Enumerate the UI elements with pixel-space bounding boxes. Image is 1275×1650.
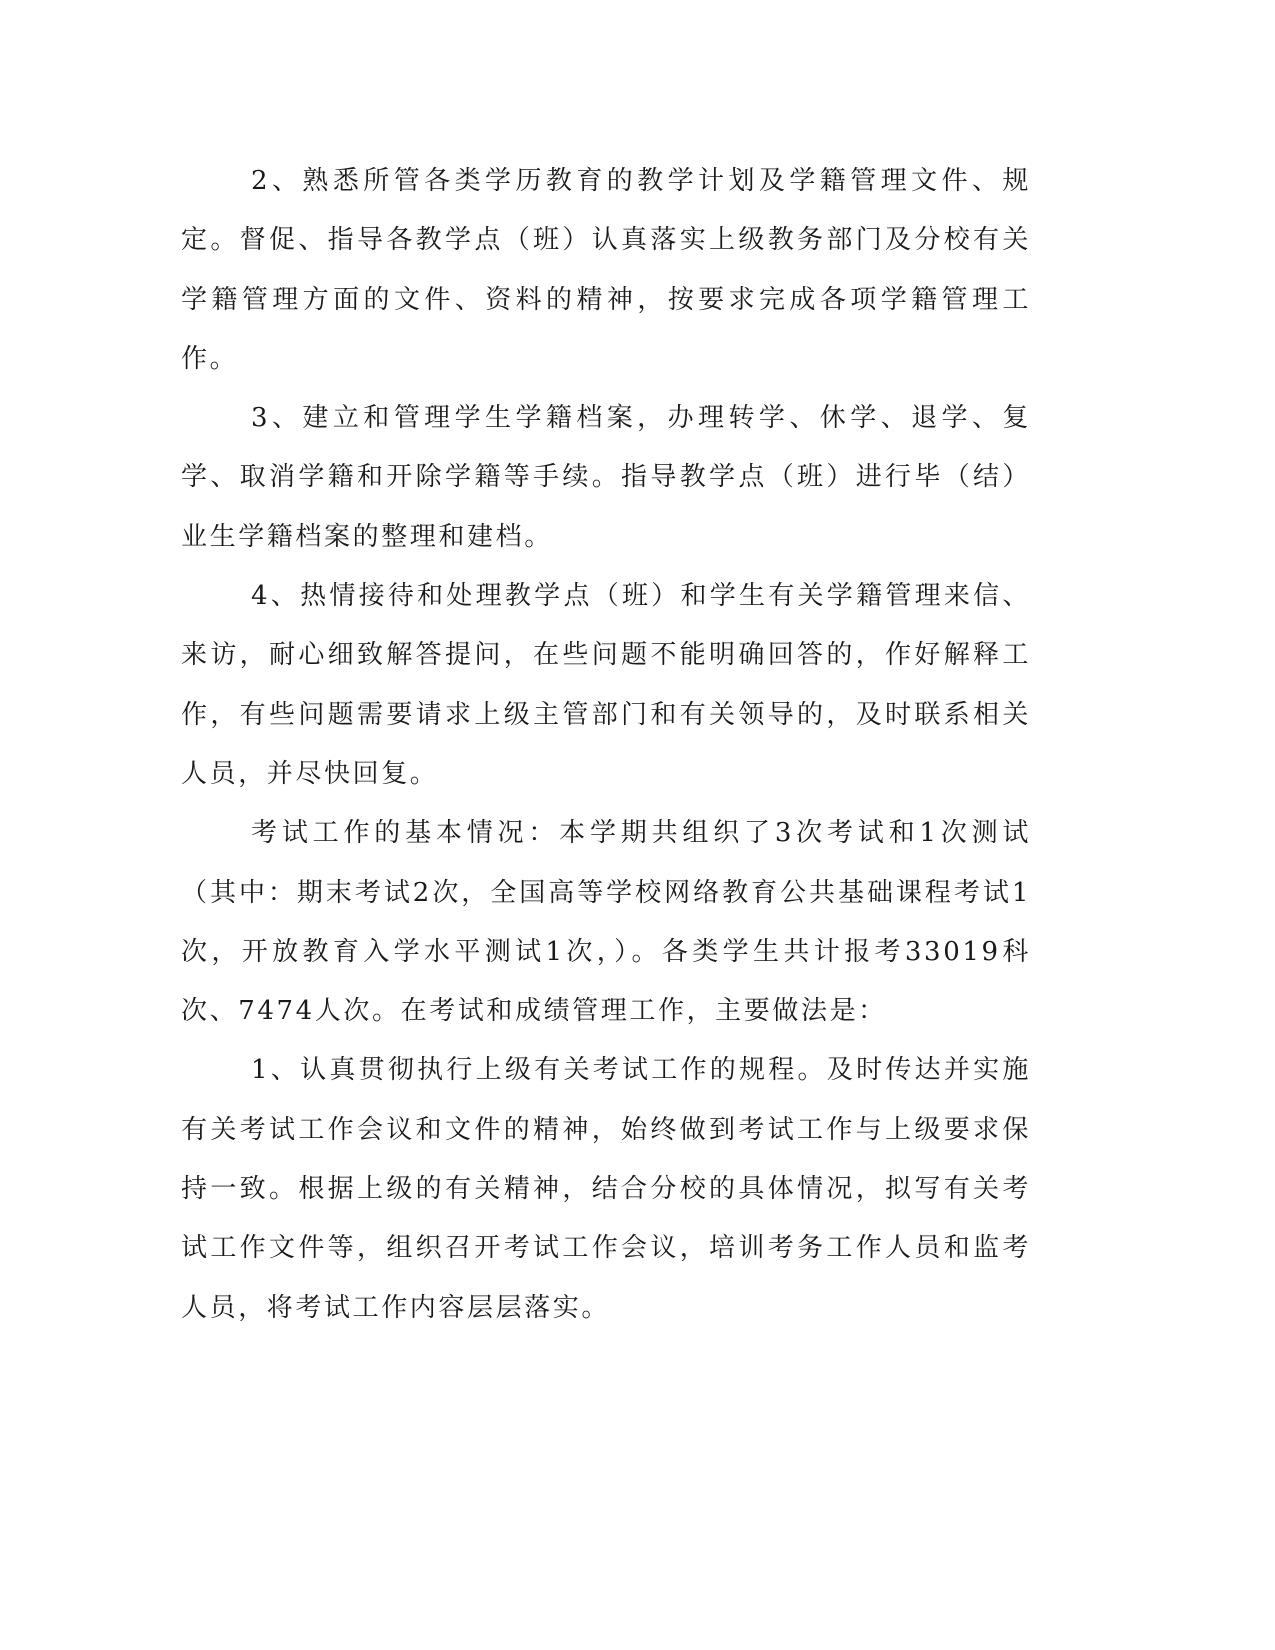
paragraph-exam-overview: 考试工作的基本情况：本学期共组织了3次考试和1次测试（其中：期末考试2次，全国高等学校网络教育公共基础课程考试1次，开放教育入学水平测试1次，）。各类学生共计报考33019科次、7474人次。在考试和成绩管理工作，主要做法是： [181, 818, 1031, 1027]
paragraph-inquiry-handling: 4、热情接待和处理教学点（班）和学生有关学籍管理来信、来访，耐心细致解答提问，在些问题不能明确回答的，作好解释工作，有些问题需要请求上级主管部门和有关领导的，及时联系相关人员，并尽快回复。 [181, 581, 1031, 789]
paragraph-exam-regulations: 1、认真贯彻执行上级有关考试工作的规程。及时传达并实施有关考试工作会议和文件的精神，始终做到考试工作与上级要求保持一致。根据上级的有关精神，结合分校的具体情况，拟写有关考试工作文件等，组织召开考试工作会议，培训考务工作人员和监考人员，将考试工作内容层层落实。 [181, 1055, 1031, 1323]
paragraph-student-records-files: 2、熟悉所管各类学历教育的教学计划及学籍管理文件、规定。督促、指导各教学点（班）认真落实上级教务部门及分校有关学籍管理方面的文件、资料的精神，按要求完成各项学籍管理工作。 [181, 166, 1031, 374]
document-page [181, 152, 1031, 1338]
paragraph-student-records-archive: 3、建立和管理学生学籍档案，办理转学、休学、退学、复学、取消学籍和开除学籍等手续。指导教学点（班）进行毕（结）业生学籍档案的整理和建档。 [181, 403, 1031, 552]
